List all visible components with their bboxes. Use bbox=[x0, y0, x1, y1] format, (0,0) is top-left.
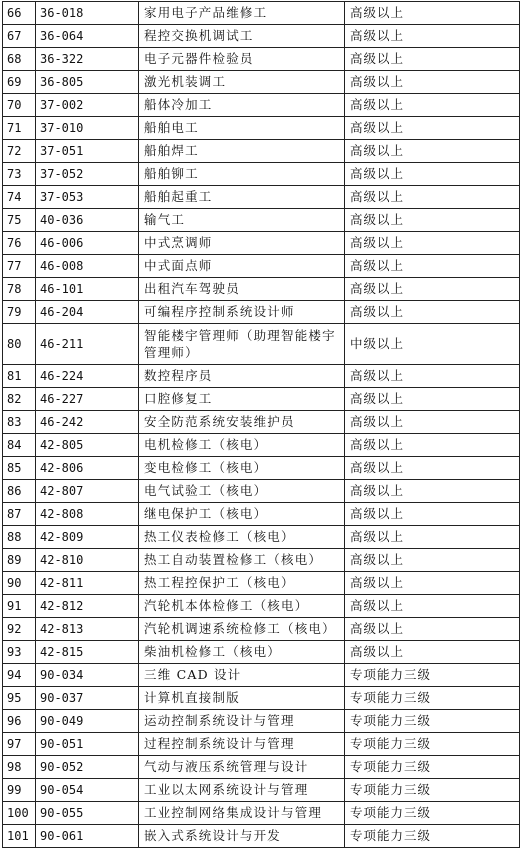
row-number-cell: 72 bbox=[3, 140, 36, 163]
table-row bbox=[3, 255, 520, 278]
level-cell: 高级以上 bbox=[345, 278, 520, 301]
table-row bbox=[3, 163, 520, 186]
table-row bbox=[3, 2, 520, 25]
level-cell: 高级以上 bbox=[345, 434, 520, 457]
table-row bbox=[3, 411, 520, 434]
table-row bbox=[3, 278, 520, 301]
table-row bbox=[3, 687, 520, 710]
occupation-name-cell: 工业控制网络集成设计与管理 bbox=[139, 802, 345, 825]
row-number-cell: 73 bbox=[3, 163, 36, 186]
level-cell: 高级以上 bbox=[345, 209, 520, 232]
level-cell: 高级以上 bbox=[345, 71, 520, 94]
document-page bbox=[2, 1, 519, 848]
level-cell: 专项能力三级 bbox=[345, 710, 520, 733]
row-number-cell: 76 bbox=[3, 232, 36, 255]
occupation-code-cell: 36-064 bbox=[36, 25, 139, 48]
occupation-name-cell: 继电保护工（核电） bbox=[139, 503, 345, 526]
occupation-name-cell: 输气工 bbox=[139, 209, 345, 232]
table-row bbox=[3, 232, 520, 255]
table-row bbox=[3, 140, 520, 163]
occupation-code-cell: 90-061 bbox=[36, 825, 139, 848]
occupation-name-cell: 汽轮机调速系统检修工（核电） bbox=[139, 618, 345, 641]
occupation-name-cell: 电子元器件检验员 bbox=[139, 48, 345, 71]
table-row bbox=[3, 71, 520, 94]
table-row bbox=[3, 526, 520, 549]
occupation-name-cell: 热工仪表检修工（核电） bbox=[139, 526, 345, 549]
table-row bbox=[3, 117, 520, 140]
occupation-name-cell: 激光机装调工 bbox=[139, 71, 345, 94]
occupation-name-cell: 中式面点师 bbox=[139, 255, 345, 278]
occupation-code-cell: 42-806 bbox=[36, 457, 139, 480]
table-row bbox=[3, 572, 520, 595]
level-cell: 高级以上 bbox=[345, 232, 520, 255]
row-number-cell: 71 bbox=[3, 117, 36, 140]
occupation-name-cell: 三维 CAD 设计 bbox=[139, 664, 345, 687]
occupation-code-cell: 42-811 bbox=[36, 572, 139, 595]
occupation-code-cell: 42-813 bbox=[36, 618, 139, 641]
table-row bbox=[3, 48, 520, 71]
level-cell: 高级以上 bbox=[345, 2, 520, 25]
row-number-cell: 82 bbox=[3, 388, 36, 411]
row-number-cell: 95 bbox=[3, 687, 36, 710]
occupation-name-cell: 数控程序员 bbox=[139, 365, 345, 388]
level-cell: 中级以上 bbox=[345, 324, 520, 365]
table-row bbox=[3, 365, 520, 388]
occupation-name-cell: 工业以太网系统设计与管理 bbox=[139, 779, 345, 802]
occupation-code-cell: 42-810 bbox=[36, 549, 139, 572]
table-row bbox=[3, 595, 520, 618]
occupation-code-cell: 37-051 bbox=[36, 140, 139, 163]
occupation-name-cell: 安全防范系统安装维护员 bbox=[139, 411, 345, 434]
table-row bbox=[3, 710, 520, 733]
level-cell: 高级以上 bbox=[345, 457, 520, 480]
row-number-cell: 90 bbox=[3, 572, 36, 595]
table-row bbox=[3, 756, 520, 779]
occupation-code-cell: 37-002 bbox=[36, 94, 139, 117]
table-row bbox=[3, 457, 520, 480]
level-cell: 高级以上 bbox=[345, 618, 520, 641]
occupation-code-cell: 36-018 bbox=[36, 2, 139, 25]
occupation-table bbox=[2, 1, 520, 848]
level-cell: 高级以上 bbox=[345, 595, 520, 618]
table-row bbox=[3, 94, 520, 117]
level-cell: 高级以上 bbox=[345, 549, 520, 572]
row-number-cell: 81 bbox=[3, 365, 36, 388]
row-number-cell: 67 bbox=[3, 25, 36, 48]
occupation-code-cell: 46-006 bbox=[36, 232, 139, 255]
row-number-cell: 79 bbox=[3, 301, 36, 324]
occupation-code-cell: 90-037 bbox=[36, 687, 139, 710]
table-row bbox=[3, 503, 520, 526]
occupation-code-cell: 37-053 bbox=[36, 186, 139, 209]
row-number-cell: 74 bbox=[3, 186, 36, 209]
occupation-name-cell: 计算机直接制版 bbox=[139, 687, 345, 710]
row-number-cell: 89 bbox=[3, 549, 36, 572]
occupation-name-cell: 船舶起重工 bbox=[139, 186, 345, 209]
table-body bbox=[3, 2, 520, 848]
table-row bbox=[3, 209, 520, 232]
occupation-code-cell: 90-049 bbox=[36, 710, 139, 733]
occupation-name-cell: 汽轮机本体检修工（核电） bbox=[139, 595, 345, 618]
occupation-name-cell: 运动控制系统设计与管理 bbox=[139, 710, 345, 733]
occupation-name-cell: 热工程控保护工（核电） bbox=[139, 572, 345, 595]
row-number-cell: 84 bbox=[3, 434, 36, 457]
occupation-code-cell: 42-809 bbox=[36, 526, 139, 549]
level-cell: 高级以上 bbox=[345, 411, 520, 434]
occupation-code-cell: 90-034 bbox=[36, 664, 139, 687]
level-cell: 专项能力三级 bbox=[345, 687, 520, 710]
row-number-cell: 91 bbox=[3, 595, 36, 618]
level-cell: 高级以上 bbox=[345, 365, 520, 388]
occupation-code-cell: 90-055 bbox=[36, 802, 139, 825]
occupation-code-cell: 46-224 bbox=[36, 365, 139, 388]
table-row bbox=[3, 301, 520, 324]
row-number-cell: 66 bbox=[3, 2, 36, 25]
occupation-code-cell: 37-052 bbox=[36, 163, 139, 186]
level-cell: 高级以上 bbox=[345, 25, 520, 48]
occupation-code-cell: 90-051 bbox=[36, 733, 139, 756]
level-cell: 高级以上 bbox=[345, 301, 520, 324]
occupation-name-cell: 船体冷加工 bbox=[139, 94, 345, 117]
occupation-name-cell: 口腔修复工 bbox=[139, 388, 345, 411]
occupation-code-cell: 90-054 bbox=[36, 779, 139, 802]
level-cell: 高级以上 bbox=[345, 503, 520, 526]
table-row bbox=[3, 480, 520, 503]
row-number-cell: 68 bbox=[3, 48, 36, 71]
occupation-name-cell: 船舶铆工 bbox=[139, 163, 345, 186]
row-number-cell: 77 bbox=[3, 255, 36, 278]
row-number-cell: 83 bbox=[3, 411, 36, 434]
level-cell: 高级以上 bbox=[345, 94, 520, 117]
row-number-cell: 80 bbox=[3, 324, 36, 365]
occupation-code-cell: 46-101 bbox=[36, 278, 139, 301]
occupation-code-cell: 46-204 bbox=[36, 301, 139, 324]
level-cell: 高级以上 bbox=[345, 117, 520, 140]
table-row bbox=[3, 25, 520, 48]
table-row bbox=[3, 324, 520, 365]
occupation-name-cell: 程控交换机调试工 bbox=[139, 25, 345, 48]
occupation-code-cell: 46-211 bbox=[36, 324, 139, 365]
level-cell: 专项能力三级 bbox=[345, 733, 520, 756]
level-cell: 高级以上 bbox=[345, 140, 520, 163]
occupation-name-cell: 可编程序控制系统设计师 bbox=[139, 301, 345, 324]
occupation-code-cell: 46-242 bbox=[36, 411, 139, 434]
occupation-code-cell: 42-808 bbox=[36, 503, 139, 526]
level-cell: 高级以上 bbox=[345, 255, 520, 278]
occupation-name-cell: 智能楼宇管理师（助理智能楼宇管理师） bbox=[139, 324, 345, 365]
occupation-name-cell: 船舶焊工 bbox=[139, 140, 345, 163]
occupation-name-cell: 船舶电工 bbox=[139, 117, 345, 140]
row-number-cell: 78 bbox=[3, 278, 36, 301]
occupation-code-cell: 42-805 bbox=[36, 434, 139, 457]
level-cell: 高级以上 bbox=[345, 48, 520, 71]
occupation-code-cell: 42-807 bbox=[36, 480, 139, 503]
level-cell: 高级以上 bbox=[345, 163, 520, 186]
row-number-cell: 75 bbox=[3, 209, 36, 232]
row-number-cell: 97 bbox=[3, 733, 36, 756]
occupation-code-cell: 36-322 bbox=[36, 48, 139, 71]
row-number-cell: 87 bbox=[3, 503, 36, 526]
row-number-cell: 92 bbox=[3, 618, 36, 641]
row-number-cell: 99 bbox=[3, 779, 36, 802]
level-cell: 高级以上 bbox=[345, 641, 520, 664]
table-row bbox=[3, 186, 520, 209]
occupation-name-cell: 嵌入式系统设计与开发 bbox=[139, 825, 345, 848]
occupation-code-cell: 37-010 bbox=[36, 117, 139, 140]
row-number-cell: 85 bbox=[3, 457, 36, 480]
table-row bbox=[3, 434, 520, 457]
row-number-cell: 100 bbox=[3, 802, 36, 825]
occupation-code-cell: 40-036 bbox=[36, 209, 139, 232]
occupation-code-cell: 90-052 bbox=[36, 756, 139, 779]
occupation-name-cell: 变电检修工（核电） bbox=[139, 457, 345, 480]
table-row bbox=[3, 825, 520, 848]
occupation-code-cell: 42-812 bbox=[36, 595, 139, 618]
row-number-cell: 93 bbox=[3, 641, 36, 664]
occupation-code-cell: 46-227 bbox=[36, 388, 139, 411]
row-number-cell: 88 bbox=[3, 526, 36, 549]
occupation-code-cell: 36-805 bbox=[36, 71, 139, 94]
occupation-name-cell: 柴油机检修工（核电） bbox=[139, 641, 345, 664]
row-number-cell: 96 bbox=[3, 710, 36, 733]
occupation-code-cell: 46-008 bbox=[36, 255, 139, 278]
level-cell: 专项能力三级 bbox=[345, 825, 520, 848]
occupation-name-cell: 出租汽车驾驶员 bbox=[139, 278, 345, 301]
table-row bbox=[3, 802, 520, 825]
level-cell: 高级以上 bbox=[345, 572, 520, 595]
table-row bbox=[3, 388, 520, 411]
row-number-cell: 86 bbox=[3, 480, 36, 503]
occupation-name-cell: 气动与液压系统管理与设计 bbox=[139, 756, 345, 779]
row-number-cell: 70 bbox=[3, 94, 36, 117]
occupation-name-cell: 热工自动装置检修工（核电） bbox=[139, 549, 345, 572]
occupation-name-cell: 家用电子产品维修工 bbox=[139, 2, 345, 25]
level-cell: 高级以上 bbox=[345, 526, 520, 549]
table-row bbox=[3, 641, 520, 664]
occupation-name-cell: 电机检修工（核电） bbox=[139, 434, 345, 457]
row-number-cell: 98 bbox=[3, 756, 36, 779]
table-row bbox=[3, 664, 520, 687]
table-row bbox=[3, 733, 520, 756]
level-cell: 专项能力三级 bbox=[345, 802, 520, 825]
occupation-name-cell: 电气试验工（核电） bbox=[139, 480, 345, 503]
occupation-name-cell: 过程控制系统设计与管理 bbox=[139, 733, 345, 756]
level-cell: 高级以上 bbox=[345, 186, 520, 209]
occupation-name-cell: 中式烹调师 bbox=[139, 232, 345, 255]
level-cell: 专项能力三级 bbox=[345, 756, 520, 779]
occupation-code-cell: 42-815 bbox=[36, 641, 139, 664]
table-row bbox=[3, 618, 520, 641]
level-cell: 高级以上 bbox=[345, 388, 520, 411]
level-cell: 高级以上 bbox=[345, 480, 520, 503]
row-number-cell: 101 bbox=[3, 825, 36, 848]
table-row bbox=[3, 549, 520, 572]
table-row bbox=[3, 779, 520, 802]
row-number-cell: 69 bbox=[3, 71, 36, 94]
level-cell: 专项能力三级 bbox=[345, 664, 520, 687]
row-number-cell: 94 bbox=[3, 664, 36, 687]
level-cell: 专项能力三级 bbox=[345, 779, 520, 802]
